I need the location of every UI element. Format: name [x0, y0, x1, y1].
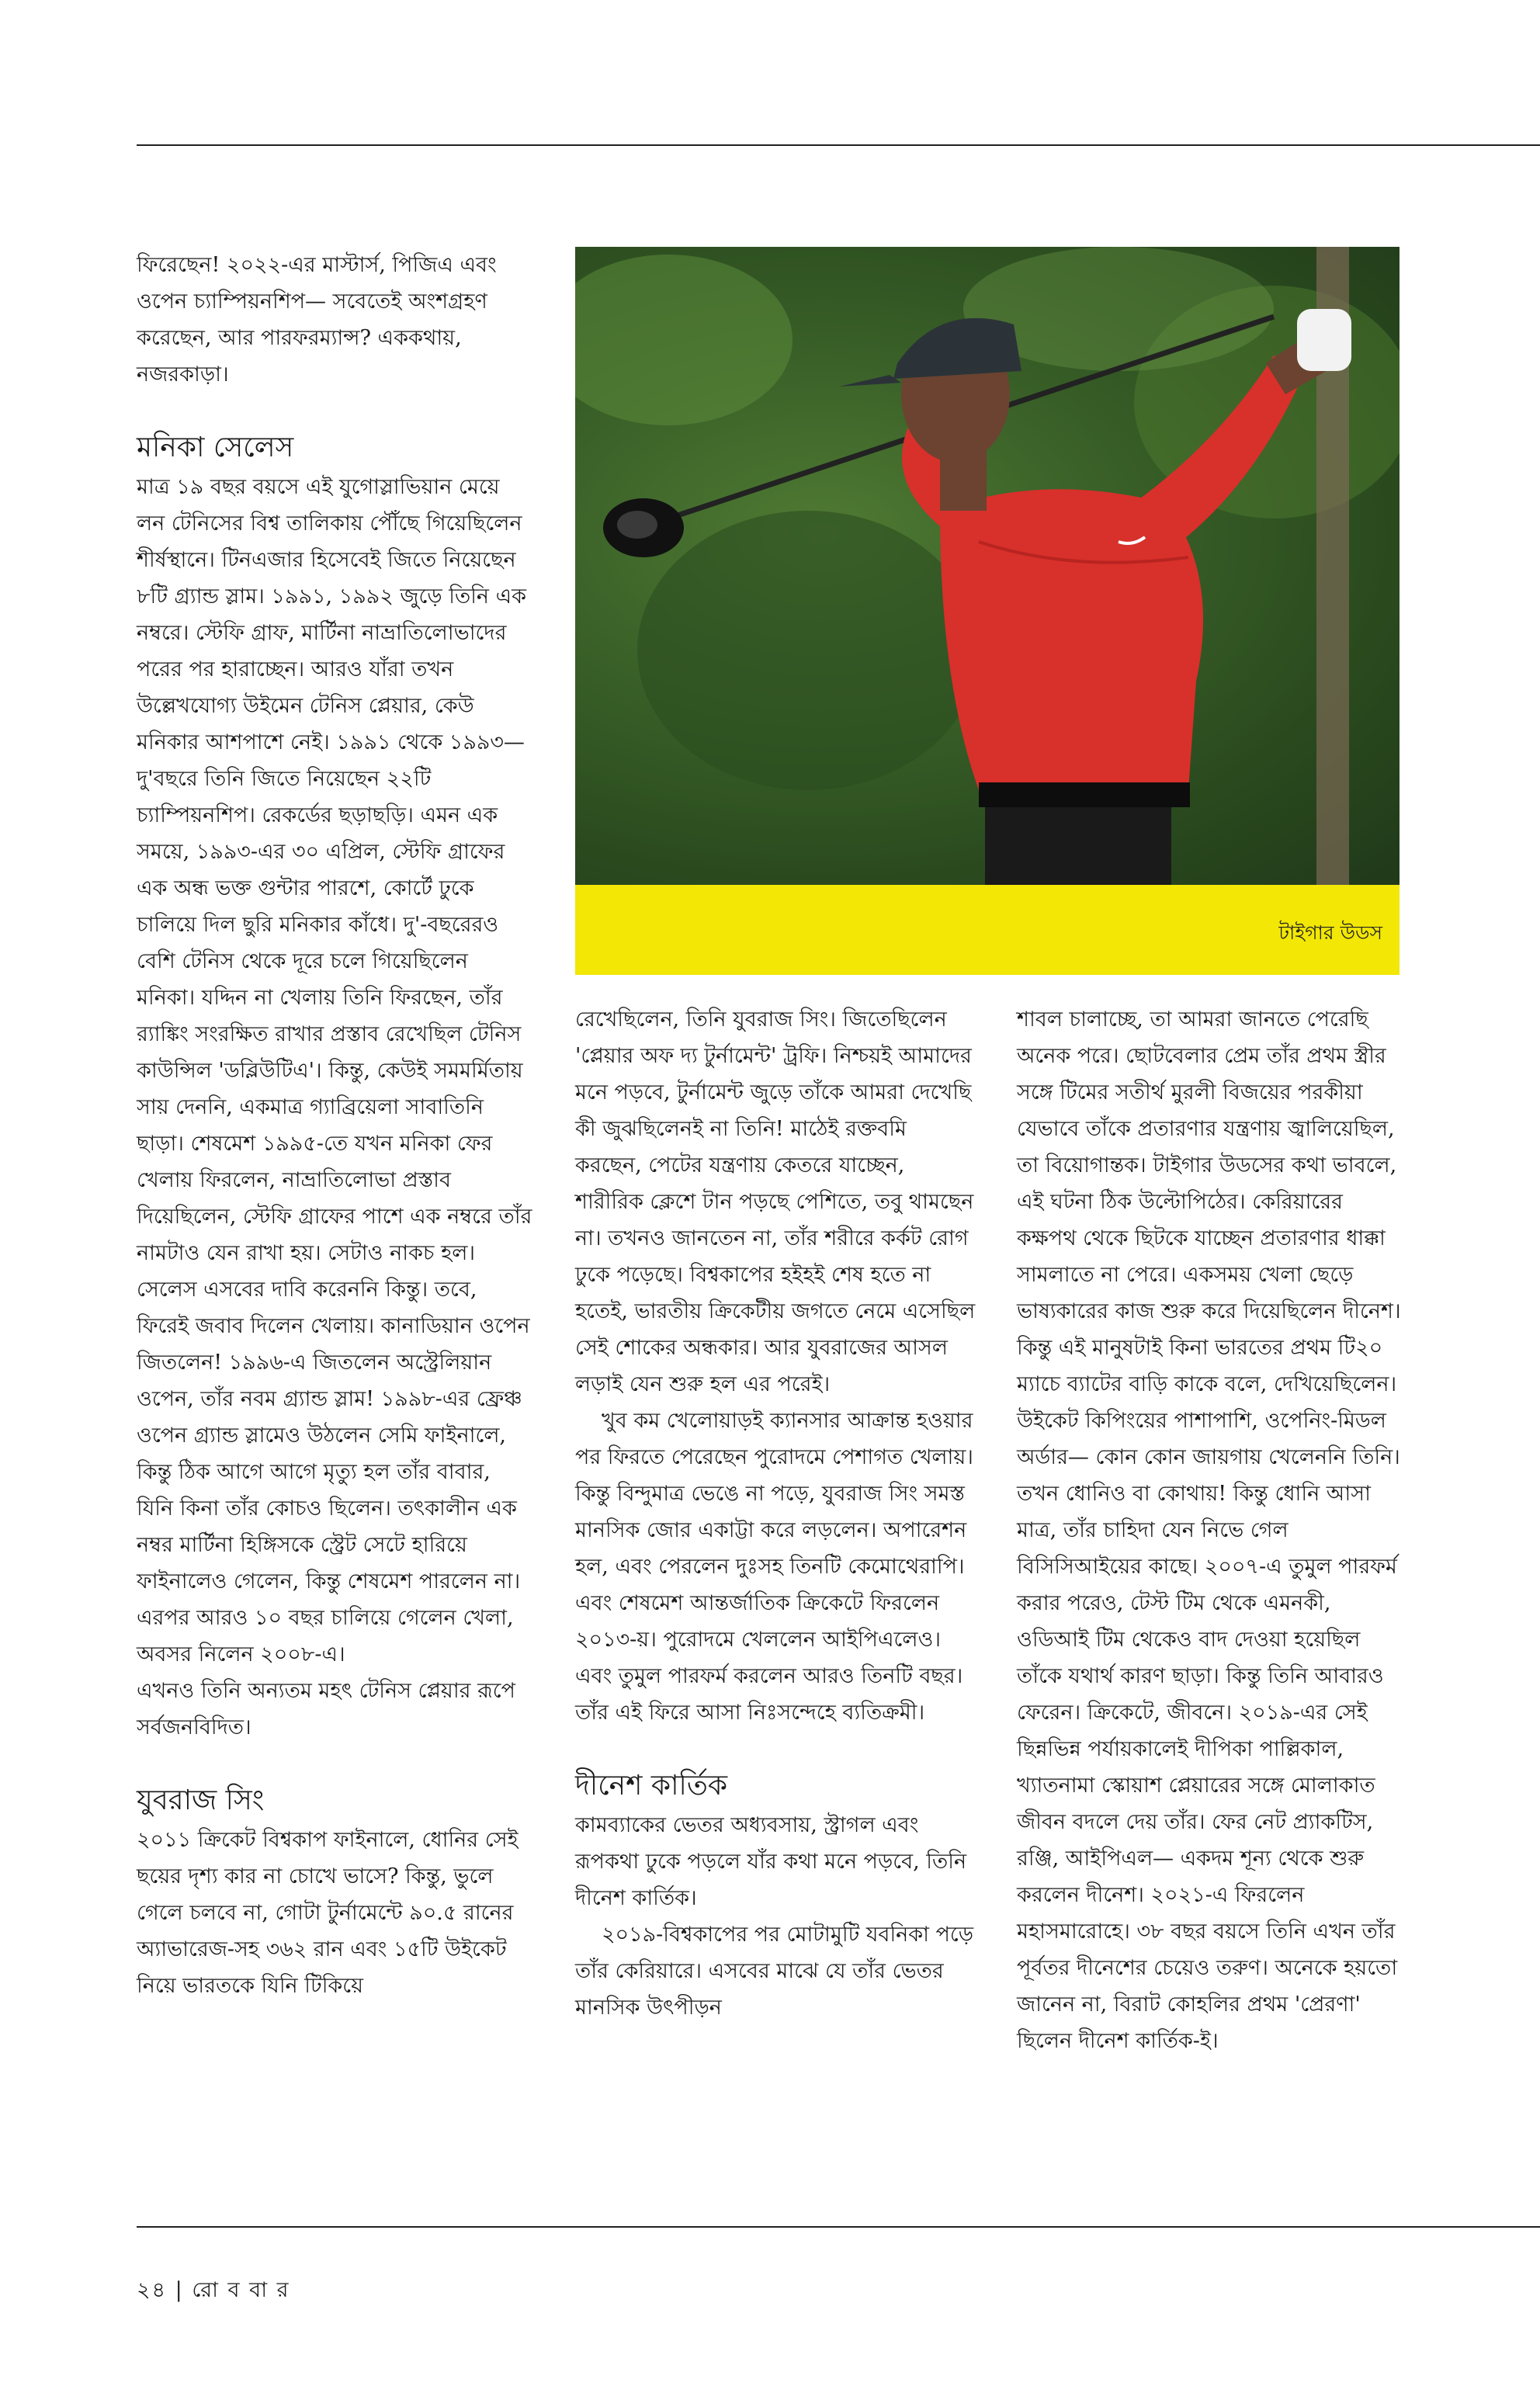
column-1 [137, 247, 532, 2004]
paragraph-yuvraj-comeback: খুব কম খেলোয়াড়ই ক্যানসার আক্রান্ত হওয়ার পর ফিরতে পেরেছেন পুরোদমে পেশাগত খেলায়। কিন্তু বিন্দুমাত্র ভেঙে না পড়ে, যুবরাজ সিং সমস্ত মানসিক জোর একাট্টা করে লড়লেন। অপারেশন হল, এবং পেরলেন দুঃসহ তিনটি কেমোথেরাপি। এবং শেষমেশ আন্তর্জাতিক ক্রিকেটে ফিরলেন ২০১৩-য়। পুরোদমে খেললেন আইপিএলেও। এবং তুমুল পারফর্ম করলেন আরও তিনটি বছর। তাঁর এই ফিরে আসা নিঃসন্দেহে ব্যতিক্রমী। [575, 1409, 973, 1725]
heading-monica-seles: মনিকা সেলেস [137, 432, 294, 463]
paragraph-intro: ফিরেছেন! ২০২২-এর মাস্টার্স, পিজিএ এবং ওপেন চ্যাম্পিয়নশিপ— সবেতেই অংশগ্রহণ করেছেন, আর পারফরম্যান্স? এককথায়, নজরকাড়া। [137, 253, 497, 387]
paragraph-yuvraj-continued: রেখেছিলেন, তিনি যুবরাজ সিং। জিতেছিলেন 'প্লেয়ার অফ দ্য টুর্নামেন্ট' ট্রফি। নিশ্চয়ই আমাদের মনে পড়বে, টুর্নামেন্ট জুড়ে তাঁকে আমরা দেখেছি কী জুঝছিলেনই না তিনি! মাঠেই রক্তবমি করছেন, পেটের যন্ত্রণায় কেতরে যাচ্ছেন, শারীরিক ক্লেশে টান পড়ছে পেশিতে, তবু থামছেন না। তখনও জানতেন না, তাঁর শরীরে কর্কট রোগ ঢুকে পড়েছে। বিশ্বকাপের হইহই শেষ হতে না হতেই, ভারতীয় ক্রিকেটীয় জগতে নেমে এসেছিল সেই শোকের অন্ধকার। আর যুবরাজের আসল লড়াই যেন শুরু হল এর পরেই। [575, 1007, 976, 1396]
golfer-illustration [575, 247, 1400, 885]
paragraph-dinesh-1: কামব্যাকের ভেতর অধ্যবসায়, স্ট্রাগল এবং রূপকথা ঢুকে পড়লে যাঁর কথা মনে পড়বে, তিনি দীনেশ কার্তিক। [575, 1813, 967, 1910]
paragraph-monica: মাত্র ১৯ বছর বয়সে এই যুগোস্লাভিয়ান মেয়ে লন টেনিসের বিশ্ব তালিকায় পৌঁছে গিয়েছিলেন শীর্ষস্থানে। টিনএজার হিসেবেই জিতে নিয়েছেন ৮টি গ্র্যান্ড স্লাম। ১৯৯১, ১৯৯২ জুড়ে তিনি এক নম্বরে। স্টেফি গ্রাফ, মার্টিনা নাভ্রাতিলোভাদের পরের পর হারাচ্ছেন। আরও যাঁরা তখন উল্লেখযোগ্য উইমেন টেনিস প্লেয়ার, কেউ মনিকার আশপাশে নেই। ১৯৯১ থেকে ১৯৯৩— দু'বছরে তিনি জিতে নিয়েছেন ২২টি চ্যাম্পিয়নশিপ। রেকর্ডের ছড়াছড়ি। এমন এক সময়ে, ১৯৯৩-এর ৩০ এপ্রিল, স্টেফি গ্রাফের এক অন্ধ ভক্ত গুন্টার পারশে, কোর্টে ঢুকে চালিয়ে দিল ছুরি মনিকার কাঁধে। দু'-বছরেরও বেশি টেনিস থেকে দূরে চলে গিয়েছিলেন মনিকা। যদ্দিন না খেলায় তিনি ফিরছেন, তাঁর র‍্যাঙ্কিং সংরক্ষিত রাখার প্রস্তাব রেখেছিল টেনিস কাউন্সিল 'ডব্লিউটিএ'। কিন্তু, কেউই সমমর্মিতায় সায় দেননি, একমাত্র গ্যাব্রিয়েলা সাবাতিনি ছাড়া। শেষমেশ ১৯৯৫-তে যখন মনিকা ফের খেলায় ফিরলেন, নাভ্রাতিলোভা প্রস্তাব দিয়েছিলেন, স্টেফি গ্রাফের পাশে এক নম্বরে তাঁর নামটাও যেন রাখা হয়। সেটাও নাকচ হল। সেলেস এসবের দাবি করেননি কিন্তু। তবে, ফিরেই জবাব দিলেন খেলায়। কানাডিয়ান ওপেন জিতলেন! ১৯৯৬-এ জিতলেন অস্ট্রেলিয়ান ওপেন, তাঁর নবম গ্র্যান্ড স্লাম! ১৯৯৮-এর ফ্রেঞ্চ ওপেন গ্র্যান্ড স্লামেও উঠলেন সেমি ফাইনালে, কিন্তু ঠিক আগে আগে মৃত্যু হল তাঁর বাবার, যিনি কিনা তাঁর কোচও ছিলেন। তৎকালীন এক নম্বর মার্টিনা হিঙ্গিসকে স্ট্রেট সেটে হারিয়ে ফাইনালেও গেলেন, কিন্তু শেষমেশ পারলেন না। এরপর আরও ১০ বছর চালিয়ে গেলেন খেলা, অবসর নিলেন ২০০৮-এ। [137, 475, 532, 1666]
paragraph-dinesh-continued: শাবল চালাচ্ছে, তা আমরা জানতে পেরেছি অনেক পরে। ছোটবেলার প্রেম তাঁর প্রথম স্ত্রীর সঙ্গে টিমের সতীর্থ মুরলী বিজয়ের পরকীয়া যেভাবে তাঁকে প্রতারণার যন্ত্রণায় জ্বালিয়েছিল, তা বিয়োগান্তক। টাইগার উডসের কথা ভাবলে, এই ঘটনা ঠিক উল্টোপিঠের। কেরিয়ারের কক্ষপথ থেকে ছিটকে যাচ্ছেন প্রতারণার ধাক্কা সামলাতে না পেরে। একসময় খেলা ছেড়ে ভাষ্যকারের কাজ শুরু করে দিয়েছিলেন দীনেশ। কিন্তু এই মানুষটাই কিনা ভারতের প্রথম টি২০ ম্যাচে ব্যাটের বাড়ি কাকে বলে, দেখিয়েছিলেন। উইকেট কিপিংয়ের পাশাপাশি, ওপেনিং-মিডল অর্ডার— কোন কোন জায়গায় খেলেননি তিনি। তখন ধোনিও বা কোথায়! কিন্তু ধোনি আসা মাত্র, তাঁর চাহিদা যেন নিভে গেল বিসিসিআইয়ের কাছে। ২০০৭-এ তুমুল পারফর্ম করার পরেও, টেস্ট টিম থেকে এমনকী, ওডিআই টিম থেকেও বাদ দেওয়া হয়েছিল তাঁকে যথার্থ কারণ ছাড়া। কিন্তু তিনি আবারও ফেরেন। ক্রিকেটে, জীবনে। ২০১৯-এর সেই ছিন্নভিন্ন পর্যায়কালেই দীপিকা পাল্লিকাল, খ্যাতনামা স্কোয়াশ প্লেয়ারের সঙ্গে মোলাকাত জীবন বদলে দেয় তাঁর। ফের নেট প্র্যাকটিস, রঞ্জি, আইপিএল— একদম শূন্য থেকে শুরু করলেন দীনেশ। ২০২১-এ ফিরলেন মহাসমারোহে। ৩৮ বছর বয়সে তিনি এখন তাঁর পূর্বতর দীনেশের চেয়েও তরুণ। অনেকে হয়তো জানেন না, বিরাট কোহলির প্রথম 'প্রেরণা' ছিলেন দীনেশ কার্তিক-ই। [1017, 1007, 1401, 2053]
heading-dinesh-karthik: দীনেশ কার্তিক [575, 1770, 728, 1802]
column-2 [575, 1001, 979, 2026]
photo-caption-bar [575, 885, 1400, 975]
top-rule [137, 144, 1540, 146]
photo-caption: টাইগার উডস [1278, 921, 1382, 944]
paragraph-yuvraj: ২০১১ ক্রিকেট বিশ্বকাপ ফাইনালে, ধোনির সেই ছয়ের দৃশ্য কার না চোখে ভাসে? কিন্তু, ভুলে গেলে চলবে না, গোটা টুর্নামেন্টে ৯০.৫ রানের অ্যাভারেজ-সহ ৩৬২ রান এবং ১৫টি উইকেট নিয়ে ভারতকে যিনি টিকিয়ে [137, 1828, 519, 1998]
bottom-rule [137, 2226, 1540, 2228]
paragraph-dinesh-2: ২০১৯-বিশ্বকাপের পর মোটামুটি যবনিকা পড়ে তাঁর কেরিয়ারে। এসবের মাঝে যে তাঁর ভেতর মানসিক উৎপীড়ন [575, 1923, 974, 2020]
heading-yuvraj-singh: যুবরাজ সিং [137, 1784, 265, 1816]
paragraph-monica-end: এখনও তিনি অন্যতম মহৎ টেনিস প্লেয়ার রূপে সর্বজনবিদিত। [137, 1679, 515, 1739]
tiger-woods-photo [575, 247, 1400, 885]
column-3 [1017, 1001, 1405, 2059]
page-footer: ২৪ | রো ব বা র [137, 2278, 290, 2302]
